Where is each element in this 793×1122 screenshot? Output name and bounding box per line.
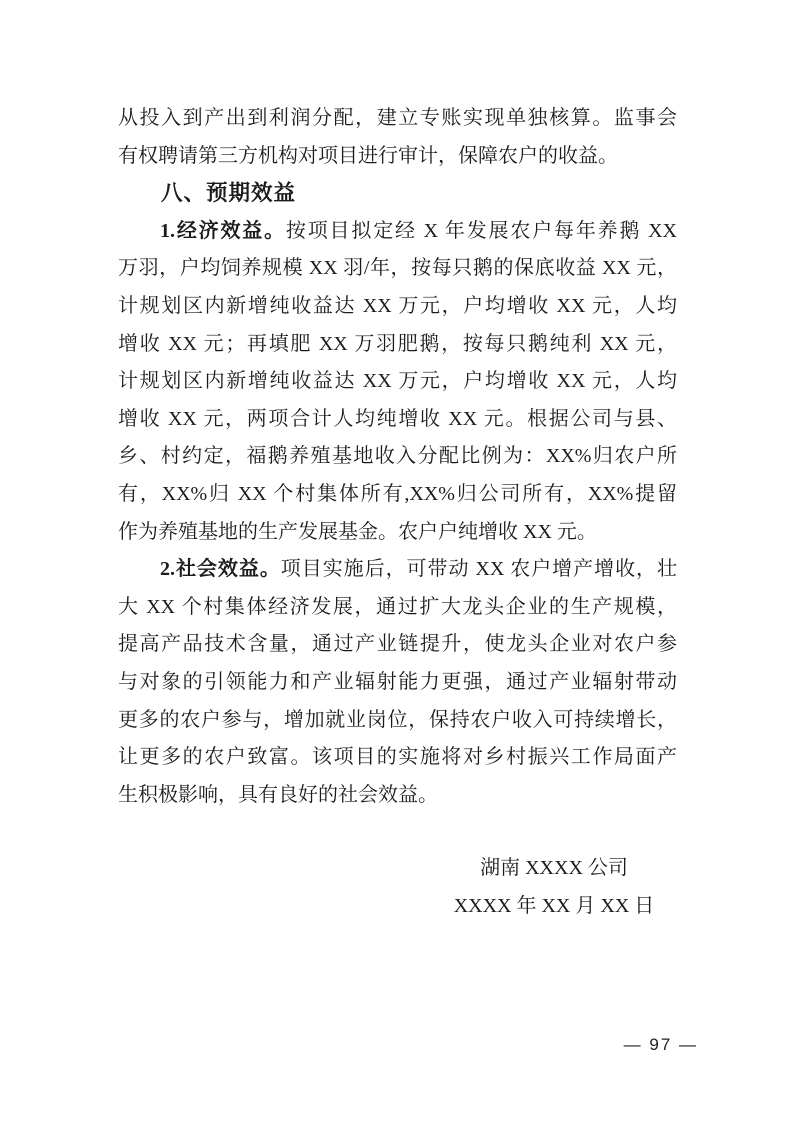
paragraph-text: 按项目拟定经 X 年发展农户每年养鹅 XX xyxy=(285,219,677,242)
paragraph-label-social: 2.社会效益。 xyxy=(160,558,281,581)
signature-company: 湖南 XXXX 公司 xyxy=(480,857,628,879)
signature-date: XXXX 年 XX 月 XX 日 xyxy=(453,895,655,917)
page-number: — 97 — xyxy=(623,1035,698,1054)
text-line: 计规划区内新增纯收益达 XX 万元，户均增收 XX 元，人均 xyxy=(118,294,677,317)
text-line: 增收 XX 元，两项合计人均纯增收 XX 元。根据公司与县、 xyxy=(118,407,677,430)
text-line: 大 XX 个村集体经济发展，通过扩大龙头企业的生产规模， xyxy=(118,595,677,618)
text-line: 与对象的引领能力和产业辐射能力更强，通过产业辐射带动 xyxy=(118,670,677,693)
paragraph-label-economic: 1.经济效益。 xyxy=(160,219,286,242)
text-line: 有，XX%归 XX 个村集体所有,XX%归公司所有，XX%提留 xyxy=(118,482,677,505)
section-heading: 八、预期效益 xyxy=(161,181,297,207)
text-line: 增收 XX 元；再填肥 XX 万羽肥鹅，按每只鹅纯利 XX 元， xyxy=(118,332,677,355)
document-text-block xyxy=(118,100,677,814)
text-line: 乡、村约定，福鹅养殖基地收入分配比例为：XX%归农户所 xyxy=(118,445,677,468)
text-line: 计规划区内新增纯收益达 XX 万元，户均增收 XX 元，人均 xyxy=(118,370,677,393)
text-line: 万羽，户均饲养规模 XX 羽/年，按每只鹅的保底收益 XX 元， xyxy=(118,257,677,280)
text-line: 作为养殖基地的生产发展基金。农户户纯增收 XX 元。 xyxy=(118,520,597,543)
text-line xyxy=(118,551,677,589)
text-line: 更多的农户参与，增加就业岗位，保持农户收入可持续增长， xyxy=(118,708,677,731)
signature-block xyxy=(428,849,680,925)
text-line: 提高产品技术含量，通过产业链提升，使龙头企业对农户参 xyxy=(118,633,677,656)
text-line: 让更多的农户致富。该项目的实施将对乡村振兴工作局面产 xyxy=(118,746,677,769)
text-line: 有权聘请第三方机构对项目进行审计，保障农户的收益。 xyxy=(118,144,618,167)
text-line xyxy=(118,213,677,251)
text-line: 从投入到产出到利润分配，建立专账实现单独核算。监事会 xyxy=(118,107,677,129)
paragraph-text: 项目实施后，可带动 XX 农户增产增收，壮 xyxy=(280,558,677,581)
text-line: 生积极影响，具有良好的社会效益。 xyxy=(118,783,438,806)
